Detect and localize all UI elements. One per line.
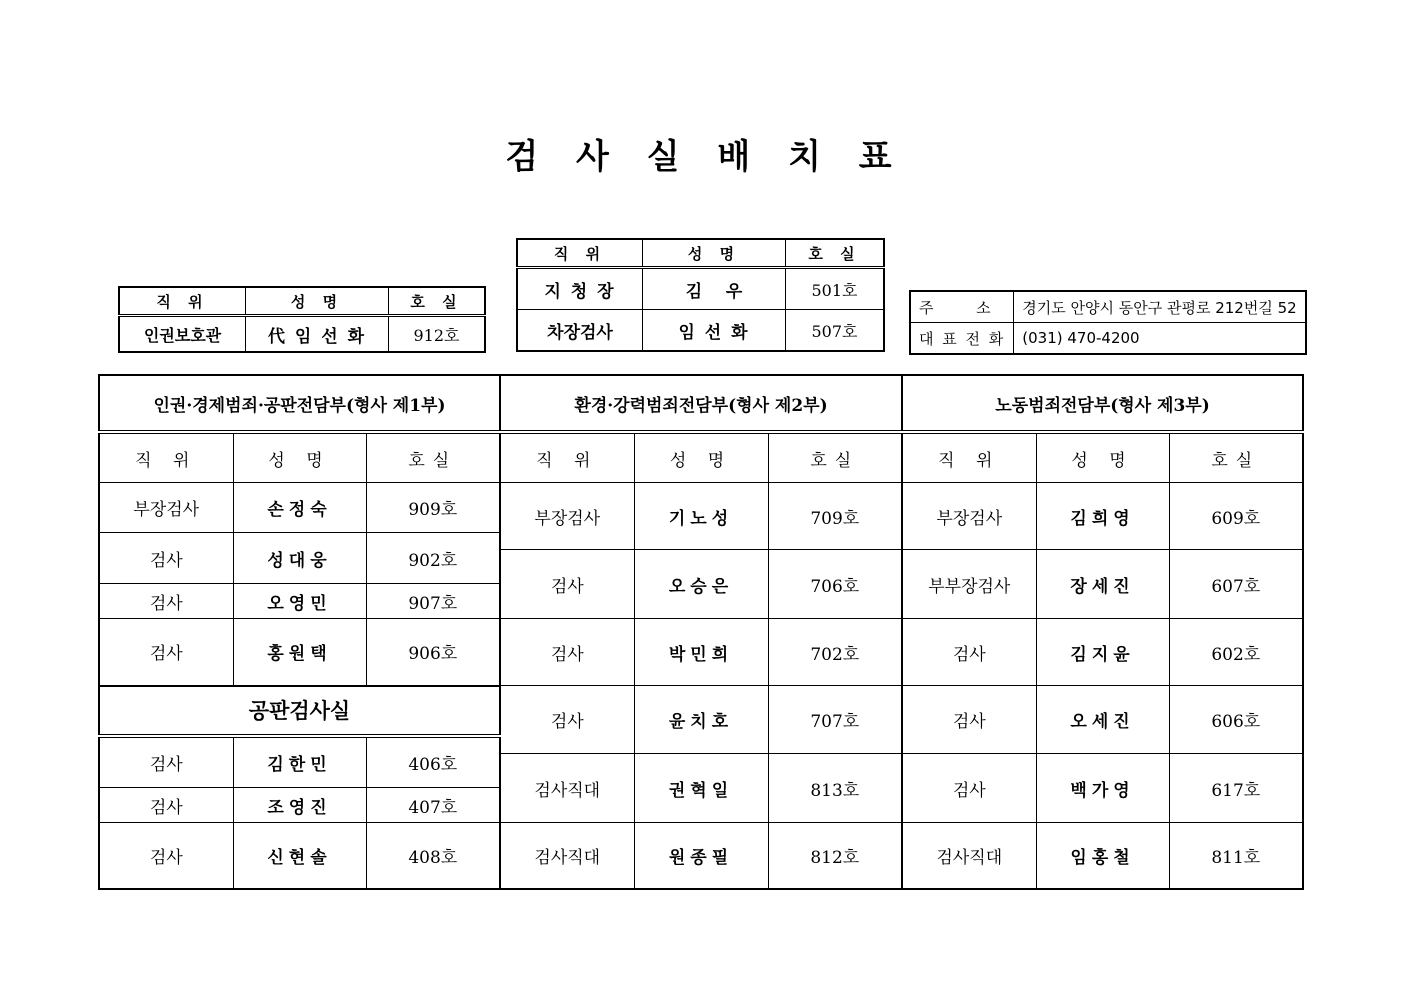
rank-cell: 부부장검사	[902, 550, 1036, 619]
rank-cell: 검사	[99, 788, 233, 823]
col-header-room: 호 실	[786, 239, 885, 268]
rank-cell: 인권보호관	[119, 316, 246, 353]
room-cell: 707호	[768, 686, 902, 754]
room-cell: 407호	[366, 788, 500, 823]
name-cell: 조영진	[233, 788, 366, 823]
page-title: 검 사 실 배 치 표	[505, 137, 898, 177]
room-cell: 406호	[366, 736, 500, 788]
room-cell: 909호	[366, 483, 500, 533]
col-header-rank: 직 위	[99, 432, 233, 483]
trial-section-title: 공판검사실	[99, 686, 500, 736]
room-cell: 607호	[1169, 550, 1303, 619]
rank-cell: 부장검사	[500, 483, 634, 550]
rank-cell: 검사	[99, 736, 233, 788]
rank-cell: 검사직대	[902, 823, 1036, 889]
col-header-name: 성 명	[233, 432, 366, 483]
name-cell: 박민희	[634, 619, 768, 686]
col-header-name: 성 명	[634, 432, 768, 483]
rank-cell: 검사	[99, 584, 233, 619]
name-cell: 신현솔	[233, 823, 366, 889]
room-cell: 609호	[1169, 483, 1303, 550]
name-cell: 김지윤	[1036, 619, 1169, 686]
col-header-room: 호 실	[389, 287, 486, 316]
rank-cell: 검사직대	[500, 823, 634, 889]
name-cell: 홍원택	[233, 619, 366, 686]
room-cell: 507호	[786, 310, 885, 352]
rank-cell: 지 청 장	[517, 268, 643, 310]
name-cell: 김한민	[233, 736, 366, 788]
room-cell: 812호	[768, 823, 902, 889]
rank-cell: 부장검사	[902, 483, 1036, 550]
col-header-room: 호실	[1169, 432, 1303, 483]
col-header-rank: 직 위	[517, 239, 643, 268]
room-cell: 907호	[366, 584, 500, 619]
room-cell: 702호	[768, 619, 902, 686]
col-header-room: 호실	[366, 432, 500, 483]
rank-cell: 부장검사	[99, 483, 233, 533]
name-cell: 오세진	[1036, 686, 1169, 754]
room-cell: 813호	[768, 754, 902, 823]
dept-3-header: 노동범죄전담부(형사 제3부)	[902, 375, 1303, 432]
table-row	[99, 619, 1303, 635]
room-cell: 906호	[366, 619, 500, 686]
name-cell: 임홍철	[1036, 823, 1169, 889]
name-cell: 원종필	[634, 823, 768, 889]
human-rights-officer-table	[118, 286, 486, 353]
name-cell: 임 선 화	[643, 310, 786, 352]
phone-label: 대 표 전 화	[910, 323, 1014, 355]
name-cell: 오영민	[233, 584, 366, 619]
rank-cell: 검사	[500, 550, 634, 619]
rank-cell: 검사	[902, 619, 1036, 686]
table-row	[99, 686, 1303, 736]
col-header-name: 성 명	[643, 239, 786, 268]
room-cell: 501호	[786, 268, 885, 310]
room-cell: 706호	[768, 550, 902, 619]
name-cell: 장세진	[1036, 550, 1169, 619]
col-header-rank: 직 위	[500, 432, 634, 483]
rank-cell: 검사	[902, 754, 1036, 823]
chief-table	[516, 238, 885, 352]
room-cell: 408호	[366, 823, 500, 889]
room-cell: 902호	[366, 533, 500, 584]
col-header-name: 성 명	[246, 287, 389, 316]
name-cell: 김희영	[1036, 483, 1169, 550]
room-cell: 602호	[1169, 619, 1303, 686]
col-header-room: 호실	[768, 432, 902, 483]
dept-1-header: 인권·경제범죄·공판전담부(형사 제1부)	[99, 375, 500, 432]
phone-value: (031) 470-4200	[1014, 323, 1306, 355]
rank-cell: 차장검사	[517, 310, 643, 352]
prosecutor-room-table	[98, 374, 1304, 890]
rank-cell: 검사	[99, 533, 233, 584]
rank-cell: 검사직대	[500, 754, 634, 823]
address-value: 경기도 안양시 동안구 관평로 212번길 52	[1014, 291, 1306, 323]
name-cell: 김 우	[643, 268, 786, 310]
room-cell: 617호	[1169, 754, 1303, 823]
name-cell: 기노성	[634, 483, 768, 550]
name-cell: 손정숙	[233, 483, 366, 533]
col-header-rank: 직 위	[119, 287, 246, 316]
rank-cell: 검사	[99, 619, 233, 686]
table-row	[99, 483, 1303, 533]
rank-cell: 검사	[902, 686, 1036, 754]
name-cell: 윤치호	[634, 686, 768, 754]
name-cell: 오승은	[634, 550, 768, 619]
name-cell: 성대웅	[233, 533, 366, 584]
address-table	[909, 290, 1307, 355]
room-cell: 709호	[768, 483, 902, 550]
dept-2-header: 환경·강력범죄전담부(형사 제2부)	[500, 375, 902, 432]
rank-cell: 검사	[500, 686, 634, 754]
name-cell: 백가영	[1036, 754, 1169, 823]
rank-cell: 검사	[500, 619, 634, 686]
address-label: 주 소	[910, 291, 1014, 323]
col-header-rank: 직 위	[902, 432, 1036, 483]
room-cell: 912호	[389, 316, 486, 353]
room-cell: 811호	[1169, 823, 1303, 889]
rank-cell: 검사	[99, 823, 233, 889]
name-cell: 代 임 선 화	[246, 316, 389, 353]
name-cell: 권혁일	[634, 754, 768, 823]
room-cell: 606호	[1169, 686, 1303, 754]
table-row	[99, 823, 1303, 839]
col-header-name: 성 명	[1036, 432, 1169, 483]
